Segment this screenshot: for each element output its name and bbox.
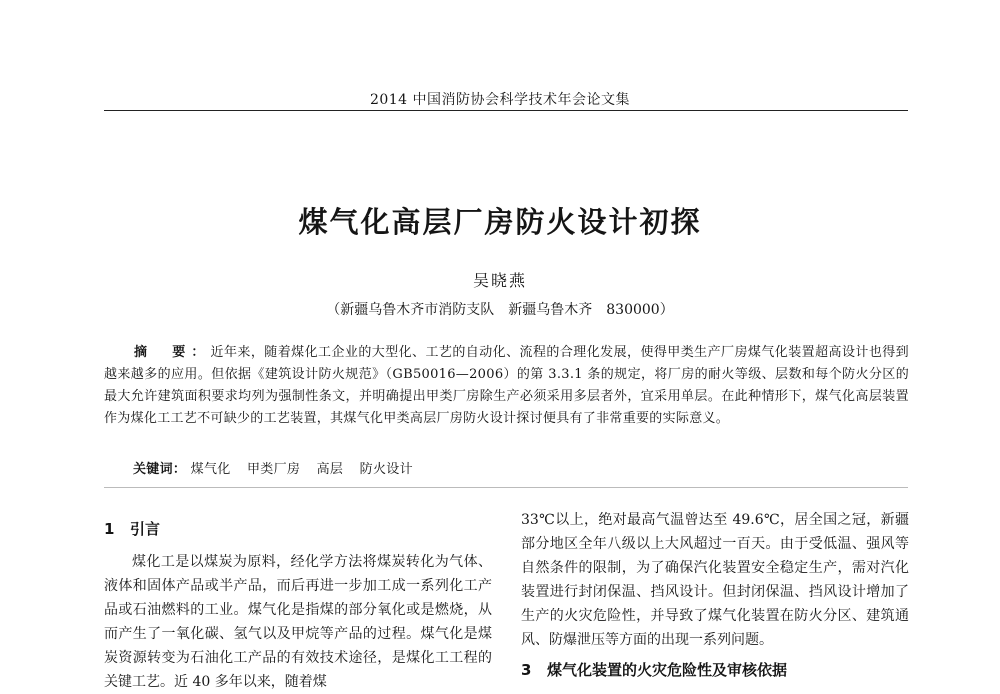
author-affiliation: （新疆乌鲁木齐市消防支队 新疆乌鲁木齐 830000） xyxy=(326,302,674,318)
body-paragraph: 33℃以上，绝对最高气温曾达至 49.6℃，居全国之冠，新疆部分地区全年八级以上大风超过一百天。由于受低温、强风等自然条件的限制，为了确保汽化装置安全稳定生产，需对汽化装置进行封闭保温、挡风设计。但封闭保温、挡风设计增加了生产的火灾危险性，并导致了煤气化装置在防火分区、建筑通风、防爆泄压等方面的出现一系列问题。 xyxy=(521,512,909,648)
section-title: 煤气化装置的火灾危险性及审核依据 xyxy=(547,661,788,679)
keyword-item: 高层 xyxy=(316,462,344,477)
running-head: 2014 中国消防协会科学技术年会论文集 xyxy=(369,92,631,108)
abstract-label: 摘 要： xyxy=(134,345,211,360)
keywords-line xyxy=(133,458,425,477)
abstract-rule xyxy=(104,487,908,488)
section-1-heading xyxy=(104,517,492,541)
section-number: 1 xyxy=(104,520,115,538)
abstract-text: 近年来，随着煤化工企业的大型化、工艺的自动化、流程的合理化发展，使得甲类生产厂房煤气化装置超高设计也得到越来越多的应用。但依据《建筑设计防火规范》（GB50016—2006）的第 3.3.1 条的规定，将厂房的耐火等级、层数和每个防火分区的最大允许建筑面积要求均列为强制性条文，并明确提出甲类厂房除生产必须采用多层者外，宜采用单层。在此种情形下，煤气化高层装置作为煤化工工艺不可缺少的工艺装置，其煤气化甲类高层厂房防火设计探讨便具有了非常重要的实际意义。 xyxy=(104,345,909,426)
section-number: 3 xyxy=(521,661,532,679)
section-title: 引言 xyxy=(130,520,161,538)
section-3-heading xyxy=(521,658,909,682)
keywords-label: 关键词： xyxy=(133,462,187,477)
body-paragraph: 煤化工是以煤炭为原料，经化学方法将煤炭转化为气体、液体和固体产品或半产品，而后再进一步加工成一系列化工产品或石油燃料的工业。煤气化是指煤的部分氧化或是燃烧，从而产生了一氧化碳、氢气以及甲烷等产品的过程。煤气化是煤炭资源转变为石油化工产品的有效技术途径，是煤化工工程的关键工艺。近 40 多年以来，随着煤 xyxy=(104,554,492,690)
abstract-block xyxy=(104,342,909,430)
header-rule xyxy=(104,110,908,111)
author-name: 吴晓燕 xyxy=(472,271,527,290)
keyword-item: 甲类厂房 xyxy=(246,462,301,477)
right-column xyxy=(521,508,909,691)
keyword-item: 防火设计 xyxy=(359,462,413,477)
left-column xyxy=(104,517,492,694)
keyword-item: 煤气化 xyxy=(190,462,231,477)
paper-title: 煤气化高层厂房防火设计初探 xyxy=(298,205,702,239)
